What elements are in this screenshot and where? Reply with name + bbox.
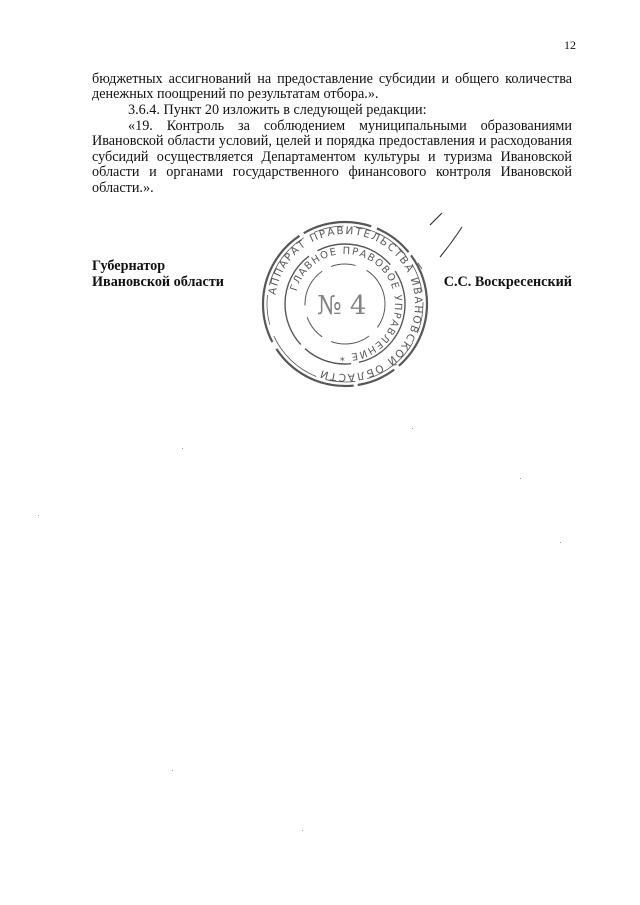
signatory-position-line2: Ивановской области [92,273,224,290]
signatory-position-line1: Губернатор [92,258,166,274]
scan-speck [412,428,413,429]
scan-speck [302,830,303,831]
paragraph-clause-19: «19. Контроль за соблюдением муниципальными образованиями Ивановской области условий, целей и порядка предоставления и расходования субсидий осуществляется Департаментом культуры и туризма Ивановской области и органами государственного финансового контроля Ивановской области.». [92,118,572,196]
scan-speck [520,478,521,479]
scan-speck [38,515,39,516]
paragraph-clause-heading: 3.6.4. Пункт 20 изложить в следующей редакции: [128,102,427,118]
svg-text:АППАРАТ ПРАВИТЕЛЬСТВА ИВАНОВСК: АППАРАТ ПРАВИТЕЛЬСТВА ИВАНОВСКОЙ ОБЛАСТИ [266,224,425,384]
page-number: 12 [564,38,576,52]
scan-speck [172,770,173,771]
svg-text:№ 4: № 4 [317,291,367,321]
scan-speck [560,542,561,543]
signatory-position [92,259,224,290]
scan-speck [182,448,183,449]
signatory-name: С.С. Воскресенский [443,273,572,290]
svg-text:ГЛАВНОЕ ПРАВОВОЕ УПРАВЛЕНИЕ *: ГЛАВНОЕ ПРАВОВОЕ УПРАВЛЕНИЕ * [288,245,404,363]
signature-block [92,259,572,299]
paragraph-continuation: бюджетных ассигнований на предоставление субсидии и общего количества денежных поощрений по результатам отбора.». [92,71,572,103]
